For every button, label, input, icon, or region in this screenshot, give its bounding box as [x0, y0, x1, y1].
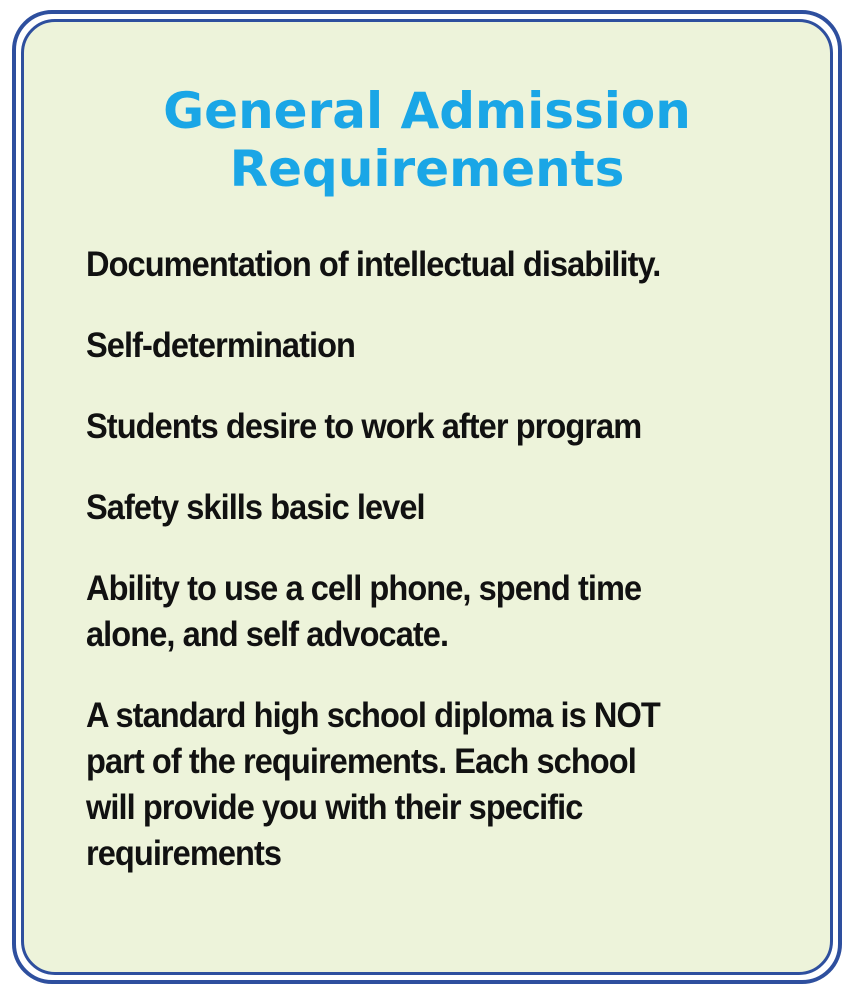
requirement-item: [86, 323, 750, 369]
requirement-line: Safety skills basic level: [86, 488, 425, 527]
requirement-item: [86, 693, 750, 877]
requirement-line: requirements: [86, 834, 282, 873]
requirement-item: [86, 404, 750, 450]
requirement-line: will provide you with their specific: [86, 788, 583, 827]
requirements-list: [86, 242, 800, 877]
requirement-line: Documentation of intellectual disability.: [86, 245, 661, 284]
requirement-line: Students desire to work after program: [86, 407, 642, 446]
requirement-line: A standard high school diploma is NOT: [86, 696, 660, 735]
requirement-item: [86, 566, 750, 658]
requirement-line: Ability to use a cell phone, spend time: [86, 569, 642, 608]
requirements-card-inner: [21, 19, 833, 975]
card-title-line-2: Requirements: [229, 140, 625, 198]
requirement-line: part of the requirements. Each school: [86, 742, 636, 781]
requirement-line: Self-determination: [86, 326, 356, 365]
card-title: [24, 82, 830, 198]
requirement-line: alone, and self advocate.: [86, 615, 449, 654]
requirement-item: [86, 485, 750, 531]
requirements-card: [12, 10, 842, 984]
requirement-item: [86, 242, 750, 288]
card-title-line-1: General Admission: [163, 82, 691, 140]
